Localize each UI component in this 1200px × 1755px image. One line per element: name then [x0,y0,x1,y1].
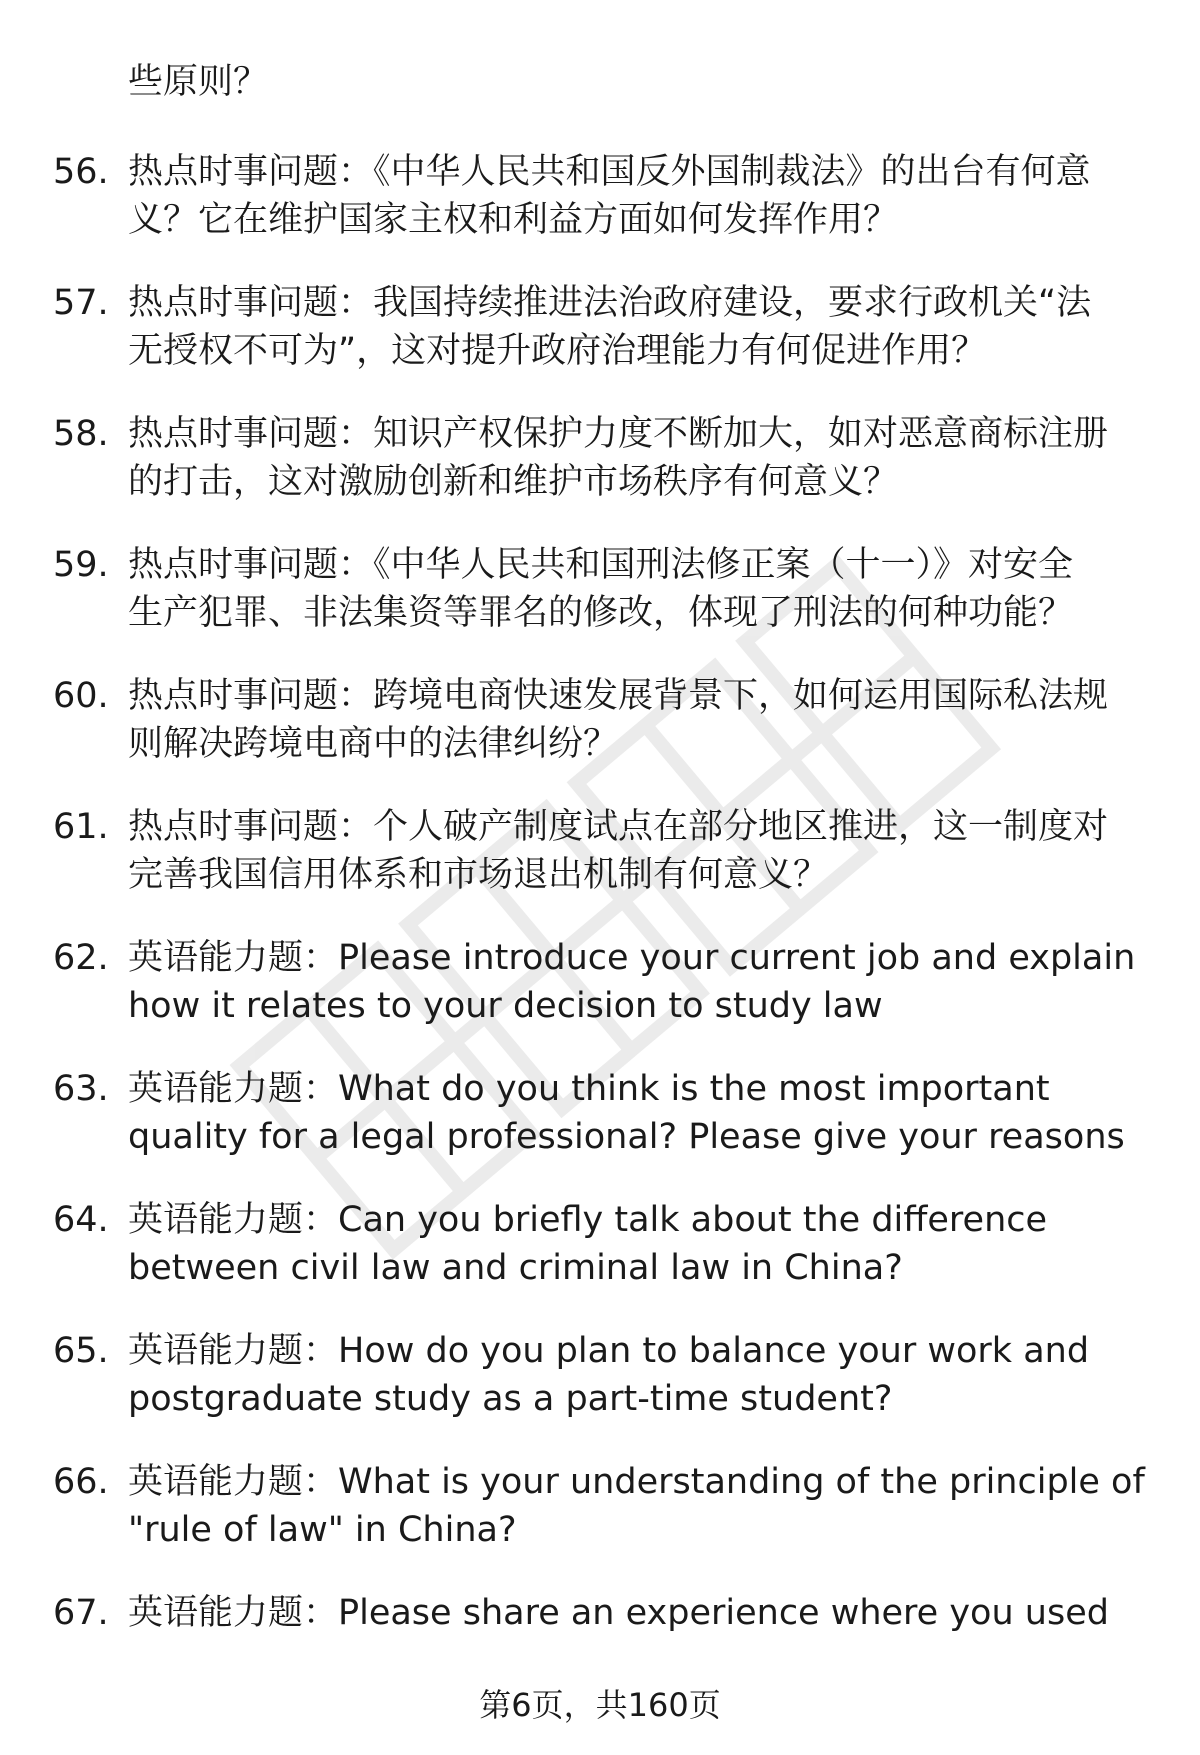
item-number: 64. [53,1200,109,1240]
item-number: 62. [53,938,109,978]
item-line: postgraduate study as a part-time student? [128,1379,893,1419]
item-line: 英语能力题：What is your understanding of the principle of [128,1462,1145,1502]
item-line: 则解决跨境电商中的法律纠纷？ [128,724,619,764]
item-line: 英语能力题：Please share an experience where you used [128,1593,1109,1633]
item-number: 66. [53,1462,109,1502]
item-line: 热点时事问题：知识产权保护力度不断加大，如对恶意商标注册 [128,414,1109,454]
item-text [128,148,1148,244]
item-text [128,1589,1148,1637]
list-item [0,410,1200,541]
item-text [128,1327,1148,1423]
list-item [0,1327,1200,1458]
item-number: 60. [53,676,109,716]
item-text [128,1458,1148,1554]
item-line: between civil law and criminal law in China? [128,1248,903,1288]
item-text [128,672,1148,768]
item-line: 热点时事问题：个人破产制度试点在部分地区推进，这一制度对 [128,807,1109,847]
item-line: 英语能力题：Can you briefly talk about the difference [128,1200,1048,1240]
item-line: 热点时事问题：《中华人民共和国反外国制裁法》的出台有何意 [128,152,1091,192]
item-number: 61. [53,807,109,847]
list-item [0,1065,1200,1196]
item-number: 67. [53,1593,109,1633]
item-line: "rule of law" in China? [128,1510,517,1550]
list-item [0,279,1200,410]
item-number: 58. [53,414,109,454]
item-line: how it relates to your decision to study law [128,986,883,1026]
page-footer: 第6页，共160页 [479,1686,721,1724]
item-text [128,541,1148,637]
question-list [0,148,1200,1720]
list-item [0,1458,1200,1589]
item-line: 生产犯罪、非法集资等罪名的修改，体现了刑法的何种功能？ [128,593,1074,633]
list-item [0,1196,1200,1327]
list-item [0,934,1200,1065]
item-number: 63. [53,1069,109,1109]
item-number: 59. [53,545,109,585]
item-text [128,410,1148,506]
item-number: 57. [53,283,109,323]
item-line: quality for a legal professional? Please give your reasons [128,1117,1125,1157]
list-item [0,541,1200,672]
item-line: 英语能力题：How do you plan to balance your work and [128,1331,1090,1371]
item-line: 热点时事问题：跨境电商快速发展背景下，如何运用国际私法规 [128,676,1109,716]
item-text [128,803,1148,899]
item-number: 56. [53,152,109,192]
list-item [0,148,1200,279]
item-line: 热点时事问题：我国持续推进法治政府建设，要求行政机关“法 [128,283,1092,323]
item-text [128,934,1148,1030]
item-text [128,1196,1148,1292]
item-line: 的打击，这对激励创新和维护市场秩序有何意义？ [128,462,899,502]
item-text [128,279,1148,375]
item-text [128,1065,1148,1161]
list-item [0,803,1200,934]
item-line: 热点时事问题：《中华人民共和国刑法修正案（十一）》对安全 [128,545,1074,585]
continued-question-text: 些原则？ [128,62,269,102]
item-line: 英语能力题：Please introduce your current job and explain [128,938,1136,978]
item-line: 英语能力题：What do you think is the most important [128,1069,1050,1109]
item-number: 65. [53,1331,109,1371]
item-line: 义？它在维护国家主权和利益方面如何发挥作用？ [128,200,899,240]
list-item [0,672,1200,803]
item-line: 完善我国信用体系和市场退出机制有何意义？ [128,855,829,895]
item-line: 无授权不可为”，这对提升政府治理能力有何促进作用？ [128,331,987,371]
